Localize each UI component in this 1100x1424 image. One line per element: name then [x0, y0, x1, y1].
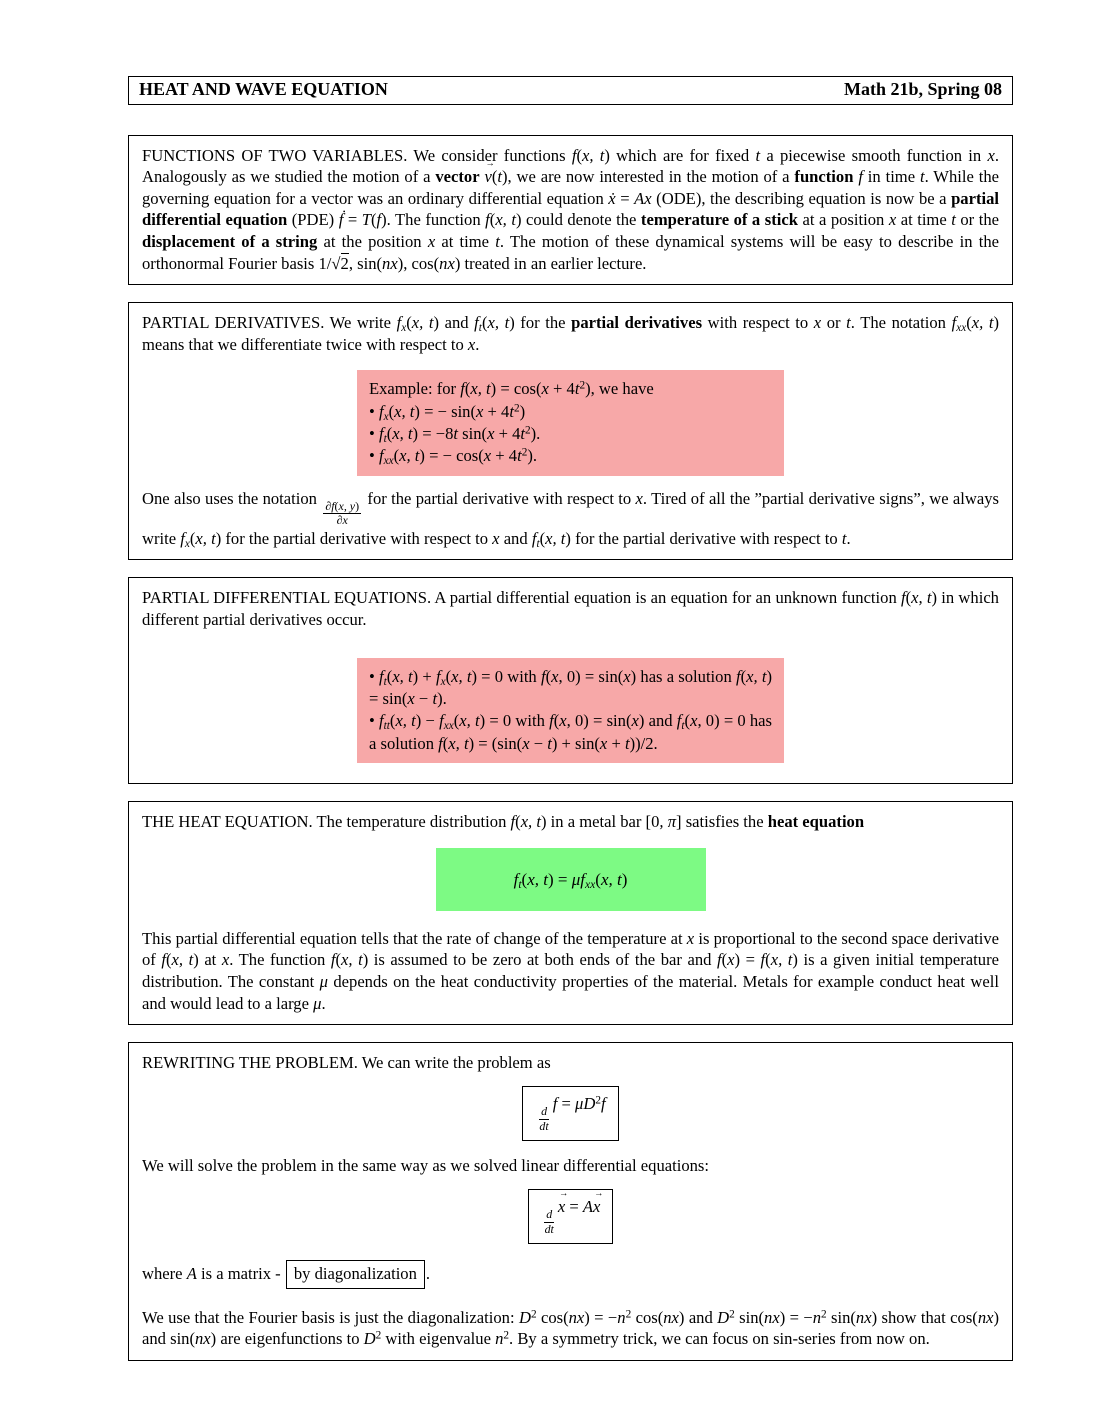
- section-rewriting-the-problem: [128, 1042, 1013, 1361]
- heat-equation-highlight-box-green: [436, 848, 706, 911]
- rewriting-intro: REWRITING THE PROBLEM. We can write the problem as: [142, 1053, 551, 1073]
- partial-derivatives-intro: PARTIAL DERIVATIVES. We write $f_x(x$, t) and $f_t(x$, t) for the partial derivatives with respect to x or t. The notation $f_{xx}(x$, t) means that we differentiate twice with respect to x.: [142, 313, 999, 354]
- heat-equation-formula: $f_t(x$, $t) = \mu f_{xx}(x$, t): [513, 869, 628, 891]
- heat-equation-outro: This partial differential equation tells that the rate of change of the temperature at x is proportional to the second space derivative of f(x, t) at x. The function f(x, t) is assumed to be zero at both ends of the bar and f(x) = f(x, t) is a given initial temperature distribution. The constant μ depends on the heat conductivity properties of the material. Metals for example conduct heat well and would lead to a large μ.: [142, 928, 1000, 1013]
- section-partial-differential-equations: [128, 577, 1013, 784]
- document-header: [128, 76, 1013, 105]
- section-the-heat-equation: [128, 801, 1013, 1025]
- equation-line: [142, 1086, 999, 1141]
- section-functions-of-two-variables: [128, 135, 1013, 286]
- page-title: HEAT AND WAVE EQUATION: [139, 79, 388, 99]
- matrix-line-post: .: [425, 1264, 431, 1284]
- fourier-basis-paragraph: We use that the Fourier basis is just the diagonalization: $D^2$ $\cos(nx) = -n^2$ cos(nx) and $D^2$ $\sin(nx) = -n^2$ sin(nx) show that cos(nx) and sin(nx) are eigenfunctions to $D^2$ with eigenvalue $n^2$. By a symmetry trick, we can focus on sin-series from now on.: [142, 1307, 1000, 1349]
- heat-equation-intro: THE HEAT EQUATION. The temperature distribution f(x, t) in a metal bar [0, π] satisfies the heat equation: [142, 812, 865, 832]
- boxed-equation-ddt-f: $\frac{d}{dt}$ $f = \mu D^2f$: [522, 1086, 618, 1141]
- example-line: • $f_t(x$, t) = −8t $\sin(x + 4t^2)$.: [369, 423, 541, 446]
- matrix-line-pre: where A is a matrix -: [142, 1264, 285, 1284]
- pde-example-bullet: • $f_{tt}(x$, $t) - f_{xx}(x$, t) = 0 with f(x, 0) = sin(x) and $f_t(x$, 0) = 0 has a solution f(x, t) = (sin(x − t) + sin(x + t))/2.: [369, 711, 773, 753]
- pde-intro: PARTIAL DIFFERENTIAL EQUATIONS. A partial differential equation is an equation for an unknown function f(x, t) in which different partial derivatives occur.: [142, 588, 999, 630]
- by-diagonalization-box: by diagonalization: [286, 1260, 425, 1289]
- section-partial-derivatives: [128, 302, 1013, 560]
- course-label: Math 21b, Spring 08: [843, 79, 1002, 99]
- pde-example-bullet: • $f_t(x$, $t) + f_x(x$, t) = 0 with f(x, 0) = sin(x) has a solution f(x, t) = sin(x − t).: [369, 666, 772, 709]
- example-line: Example: for f(x, $t) = \cos(x + 4t^2)$, we have: [369, 379, 654, 399]
- example-line: • $f_x(x$, t) = − $\sin(x + 4t^2)$: [369, 401, 526, 423]
- pde-highlight-box-pink: [357, 658, 784, 764]
- functions-paragraph: FUNCTIONS OF TWO VARIABLES. We consider functions f(x, t) which are for fixed t a piecewise smooth function in x. Analogously as we studied the motion of a vector v →(t), we are now interested in the motion of a function f in time t. While the governing equation for a vector was an ordinary differential equation ẋ = Ax (ODE), the describing equation is now be a partial differential equation (PDE) ḟ = T(f). The function f(x, t) could denote the temperature of a stick at a position x at time t or the displacement of a string at the position x at time t. The motion of these dynamical systems will be easy to describe in the orthonormal Fourier basis 1/√2, sin(nx), cos(nx) treated in an earlier lecture.: [142, 145, 999, 275]
- equation-line: [142, 1189, 999, 1244]
- document-content: [128, 0, 1013, 1361]
- example-highlight-box-pink: [357, 370, 784, 475]
- rewriting-middle-text: We will solve the problem in the same way as we solved linear differential equations:: [142, 1156, 709, 1176]
- matrix-line: [142, 1260, 999, 1289]
- example-line: • $f_{xx}(x$, t) = − $\cos(x + 4t^2)$.: [369, 446, 538, 468]
- partial-derivatives-outro: One also uses the notation $\frac{\partial f(x, y)}{\partial x}$ for the partial derivative with respect to x. Tired of all the ”partial derivative signs”, we always write $f_x(x$, t) for the partial derivative with respect to x and $f_t(x$, t) for the partial derivative with respect to t.: [142, 488, 999, 550]
- boxed-equation-ddt-x: $\frac{d}{dt}$ x → = Ax →: [528, 1189, 614, 1244]
